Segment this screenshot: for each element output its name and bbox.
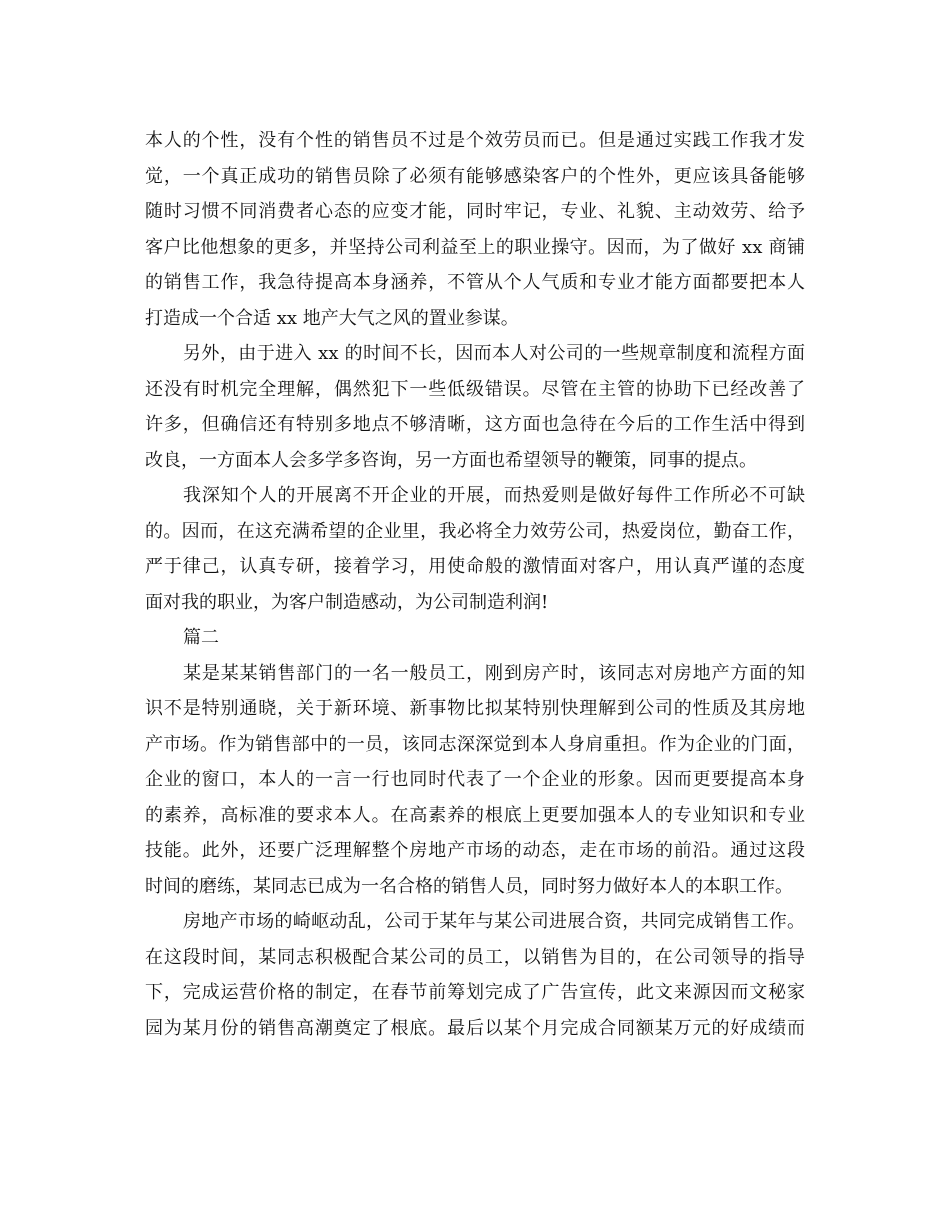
text-line: 还没有时机完全理解，偶然犯下一些低级错误。尽管在主管的协助下已经改善了 — [145, 378, 805, 400]
text-line: 打造成一个合适 xx 地产大气之风的置业参谋。 — [145, 307, 519, 329]
text-line: 改良，一方面本人会多学多咨询，另一方面也希望领导的鞭策，同事的提点。 — [145, 449, 757, 471]
text-line: 时间的磨练，某同志已成为一名合格的销售人员，同时努力做好本人的本职工作。 — [145, 875, 793, 897]
text-line: 本人的个性，没有个性的销售员不过是个效劳员而已。但是通过实践工作我才发 — [145, 130, 805, 151]
text-line: 识不是特别通晓，关于新环境、新事物比拟某特别快理解到公司的性质及其房地 — [145, 698, 805, 719]
text-line: 在这段时间，某同志积极配合某公司的员工，以销售为目的，在公司领导的指导 — [145, 946, 805, 968]
paragraph — [145, 123, 805, 336]
text-line: 某是某某销售部门的一名一般员工，刚到房产时，该同志对房地产方面的知 — [183, 662, 805, 684]
text-line: 的素养，高标准的要求本人。在高素养的根底上更要加强本人的专业知识和专业 — [145, 804, 805, 826]
paragraph — [145, 478, 805, 620]
text-line: 房地产市场的崎岖动乱，公司于某年与某公司进展合资，共同完成销售工作。 — [183, 911, 805, 932]
text-line: 的销售工作，我急待提高本身涵养，不管从个人气质和专业才能方面都要把本人 — [145, 272, 805, 293]
text-line: 觉，一个真正成功的销售员除了必须有能够感染客户的个性外，更应该具备能够 — [145, 165, 805, 187]
text-line: 的。因而，在这充满希望的企业里，我必将全力效劳公司，热爱岗位，勤奋工作， — [145, 520, 805, 542]
section-heading — [145, 620, 805, 656]
text-line: 随时习惯不同消费者心态的应变才能，同时牢记，专业、礼貌、主动效劳、给予 — [145, 201, 805, 222]
text-line: 园为某月份的销售高潮奠定了根底。最后以某个月完成合同额某万元的好成绩而 — [145, 1017, 805, 1039]
section-heading-text: 篇二 — [183, 627, 219, 648]
text-line: 严于律己，认真专研，接着学习，用使命般的激情面对客户，用认真严谨的态度 — [145, 556, 805, 577]
text-line: 企业的窗口，本人的一言一行也同时代表了一个企业的形象。因而更要提高本身 — [145, 769, 805, 790]
text-line: 我深知个人的开展离不开企业的开展，而热爱则是做好每件工作所必不可缺 — [183, 485, 805, 506]
text-line: 下，完成运营价格的制定，在春节前筹划完成了广告宣传，此文来源因而文秘家 — [145, 982, 805, 1003]
paragraph — [145, 656, 805, 905]
paragraph — [145, 904, 805, 1046]
paragraph — [145, 336, 805, 478]
document-body — [145, 123, 805, 1046]
text-line: 另外，由于进入 xx 的时间不长，因而本人对公司的一些规章制度和流程方面 — [183, 343, 805, 364]
text-line: 技能。此外，还要广泛理解整个房地产市场的动态，走在市场的前沿。通过这段 — [145, 840, 805, 861]
text-line: 产市场。作为销售部中的一员，该同志深深觉到本人身肩重担。作为企业的门面， — [145, 733, 805, 755]
text-line: 许多，但确信还有特别多地点不够清晰，这方面也急待在今后的工作生活中得到 — [145, 414, 805, 435]
text-line: 客户比他想象的更多，并坚持公司利益至上的职业操守。因而，为了做好 xx 商铺 — [145, 236, 805, 258]
text-line: 面对我的职业，为客户制造感动，为公司制造利润! — [145, 591, 549, 613]
